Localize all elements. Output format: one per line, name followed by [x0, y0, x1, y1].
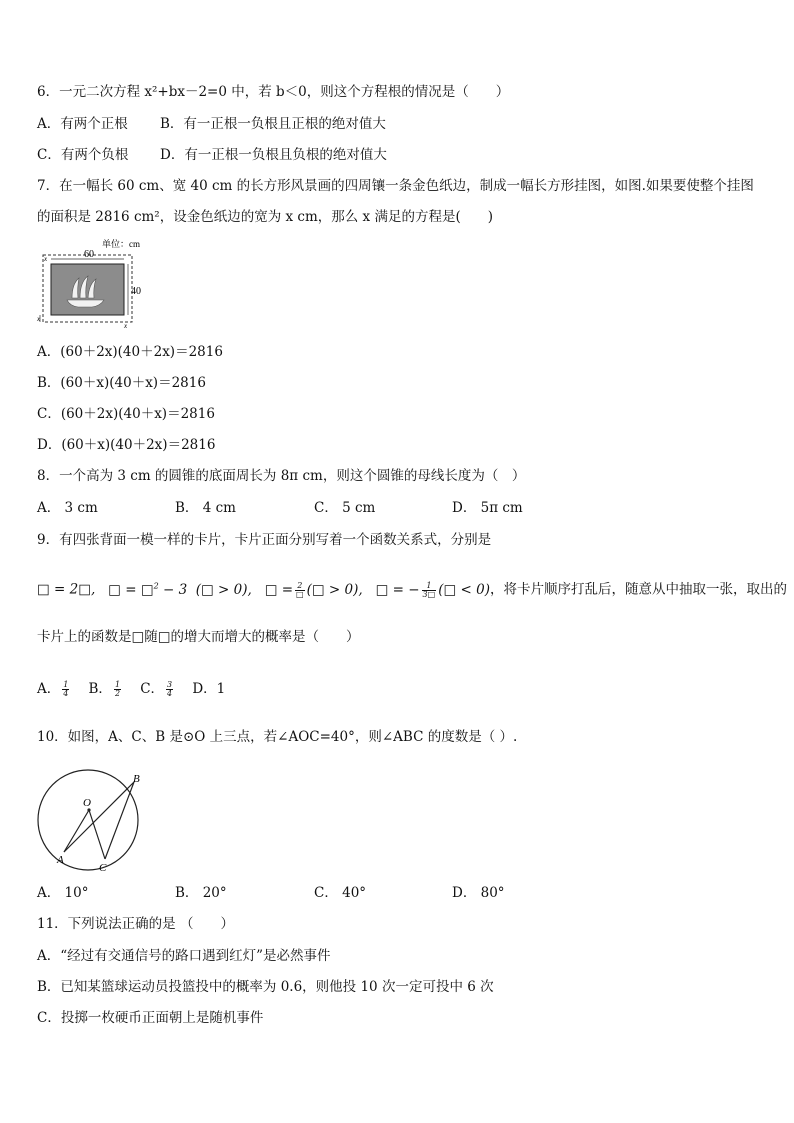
q7-option-c: C．(60＋2x)(40＋x)＝2816: [37, 406, 215, 422]
function-1: □ = 2□,: [37, 581, 96, 598]
q6-option-d: D．有一正根一负根且负根的绝对值大: [160, 147, 387, 163]
q9-stem-line3: 卡片上的函数是□随□的增大而增大的概率是（ ）: [37, 629, 360, 645]
q6-option-a: A．有两个正根: [37, 116, 128, 132]
q7-stem-line2: 的面积是 2816 cm²，设金色纸边的宽为 x cm，那么 x 满足的方程是( ): [37, 209, 493, 225]
q9-option-b: B． $\frac{1}{2}$: [88, 680, 121, 698]
q7-picture-frame-figure: [34, 236, 160, 330]
q9-options: [37, 680, 225, 698]
circle-o: [38, 770, 138, 870]
q6-stem: 6．一元二次方程 x²+bx－2=0 中，若 b＜0，则这个方程根的情况是（ ）: [37, 84, 510, 100]
q8-option-a: A． 3 cm: [37, 500, 98, 516]
q9-option-c: C． $\frac{3}{4}$: [140, 680, 173, 698]
q9-option-a: A． $\frac{1}{4}$: [37, 680, 69, 698]
function-2: □ = □$^2$ − 3 (□ > 0),: [108, 581, 252, 598]
label-b: B: [133, 773, 140, 785]
q7-option-d: D．(60＋x)(40＋2x)＝2816: [37, 437, 216, 453]
function-3: □ = $\frac{2}{□}$ (□ > 0),: [264, 580, 363, 599]
q6-option-c: C．有两个负根: [37, 147, 129, 163]
q8-stem: 8．一个高为 3 cm 的圆锥的底面周长为 8π cm，则这个圆锥的母线长度为（ ）: [37, 468, 526, 484]
q10-option-c: C． 40°: [314, 885, 367, 901]
q9-stem-tail: ，将卡片顺序打乱后，随意从中抽取一张，取出的: [489, 581, 787, 598]
painting: [51, 264, 124, 315]
q8-option-b: B． 4 cm: [175, 500, 236, 516]
q9-stem: 9．有四张背面一模一样的卡片，卡片正面分别写着一个函数关系式，分别是: [37, 532, 492, 548]
label-o: O: [83, 797, 91, 809]
q10-circle-figure: [30, 766, 150, 876]
q11-option-c: C．投掷一枚硬币正面朝上是随机事件: [37, 1010, 264, 1026]
label-a: A: [57, 854, 64, 866]
q7-option-a: A．(60＋2x)(40＋2x)＝2816: [37, 344, 223, 360]
border-label-bottom: x: [124, 322, 128, 330]
q9-functions-line: [37, 577, 787, 599]
q7-stem-line1: 7．在一幅长 60 cm、宽 40 cm 的长方形风景画的四周镶一条金色纸边，制成一幅长方形挂图，如图.如果要使整个挂图: [37, 178, 754, 194]
q10-option-a: A． 10°: [37, 885, 89, 901]
q7-option-b: B．(60＋x)(40＋x)＝2816: [37, 375, 206, 391]
q11-option-a: A．“经过有交通信号的路口遇到红灯”是必然事件: [37, 948, 331, 964]
q10-option-d: D． 80°: [452, 885, 505, 901]
length-label: 60: [84, 249, 94, 260]
border-label-left: x: [37, 315, 41, 323]
q10-option-b: B． 20°: [175, 885, 227, 901]
q11-option-b: B．已知某篮球运动员投篮投中的概率为 0.6，则他投 10 次一定可投中 6 次: [37, 979, 494, 995]
border-label-top: x: [44, 255, 48, 263]
width-label: 40: [131, 286, 141, 297]
function-4: □ = − $\frac{1}{3□}$ (□ < 0): [375, 580, 490, 599]
label-c: C: [99, 862, 107, 874]
q11-stem: 11．下列说法正确的是 （ ）: [37, 916, 234, 932]
q8-option-d: D． 5π cm: [452, 500, 523, 516]
q8-option-c: C． 5 cm: [314, 500, 376, 516]
unit-label: 单位：cm: [102, 239, 140, 249]
q6-option-b: B．有一正根一负根且正根的绝对值大: [160, 116, 386, 132]
q10-stem: 10．如图，A、C、B 是⊙O 上三点，若∠AOC=40°，则∠ABC 的度数是（ ）.: [37, 729, 518, 745]
q9-option-d: D．1: [192, 681, 226, 697]
